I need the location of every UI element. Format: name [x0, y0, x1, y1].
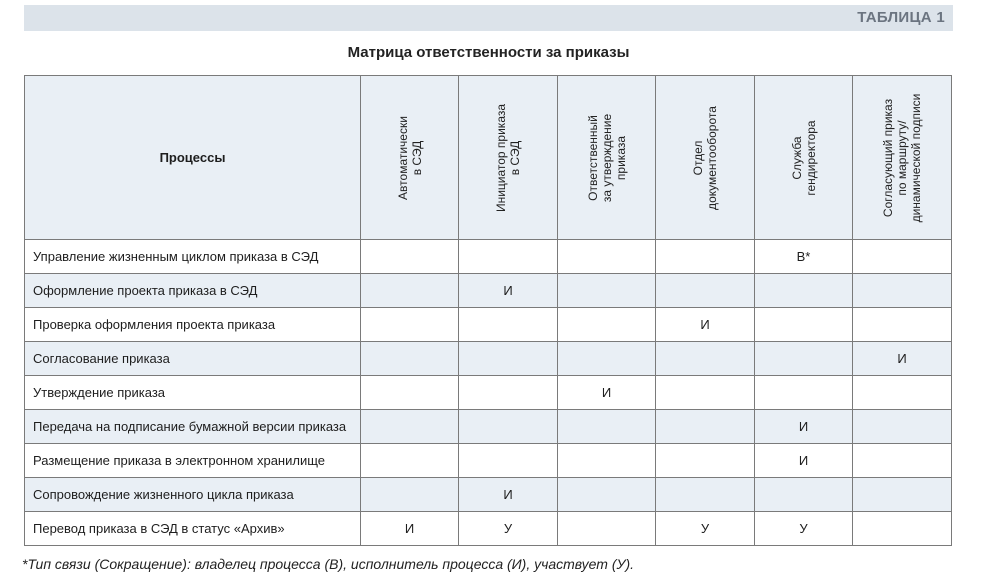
process-name: Утверждение приказа [25, 376, 361, 410]
matrix-cell [755, 342, 853, 376]
matrix-cell [755, 308, 853, 342]
matrix-cell [656, 376, 755, 410]
matrix-cell [361, 342, 459, 376]
matrix-cell [656, 240, 755, 274]
matrix-cell [755, 274, 853, 308]
matrix-cell [459, 308, 558, 342]
process-name: Проверка оформления проекта приказа [25, 308, 361, 342]
column-header-ceo-service: Служба гендиректора [755, 76, 853, 240]
matrix-cell [558, 274, 656, 308]
header-bar [24, 5, 953, 31]
process-name: Сопровождение жизненного цикла приказа [25, 478, 361, 512]
matrix-cell [755, 376, 853, 410]
matrix-cell [656, 274, 755, 308]
matrix-cell [656, 444, 755, 478]
matrix-cell [656, 342, 755, 376]
matrix-cell: И [656, 308, 755, 342]
header-row [25, 76, 952, 240]
matrix-cell [558, 342, 656, 376]
matrix-cell [853, 274, 952, 308]
matrix-cell: В* [755, 240, 853, 274]
table-row [25, 308, 952, 342]
matrix-cell [459, 342, 558, 376]
matrix-cell: И [558, 376, 656, 410]
matrix-cell [558, 410, 656, 444]
table-row [25, 376, 952, 410]
matrix-cell [853, 512, 952, 546]
footnote: *Тип связи (Сокращение): владелец процесса (В), исполнитель процесса (И), участвует (У). [22, 556, 634, 572]
table-row [25, 274, 952, 308]
table-row [25, 444, 952, 478]
table-number-label: ТАБЛИЦА 1 [857, 9, 945, 26]
matrix-cell [558, 308, 656, 342]
matrix-cell [853, 308, 952, 342]
column-header-auto: Автоматически в СЭД [361, 76, 459, 240]
matrix-cell [853, 478, 952, 512]
column-header-docflow-dept: Отдел документооборота [656, 76, 755, 240]
matrix-cell [361, 410, 459, 444]
matrix-cell [558, 512, 656, 546]
column-header-approver: Ответственный за утверждение приказа [558, 76, 656, 240]
process-name: Согласование приказа [25, 342, 361, 376]
matrix-cell [361, 444, 459, 478]
matrix-cell [853, 410, 952, 444]
process-name: Размещение приказа в электронном хранилище [25, 444, 361, 478]
matrix-cell [361, 240, 459, 274]
process-name: Передача на подписание бумажной версии приказа [25, 410, 361, 444]
matrix-cell: И [459, 274, 558, 308]
matrix-cell [656, 478, 755, 512]
matrix-cell [459, 376, 558, 410]
process-column-header: Процессы [25, 76, 361, 240]
table-row [25, 410, 952, 444]
table-row [25, 478, 952, 512]
matrix-cell: И [755, 410, 853, 444]
matrix-cell [853, 376, 952, 410]
matrix-cell [755, 478, 853, 512]
matrix-cell [361, 274, 459, 308]
matrix-cell [853, 240, 952, 274]
matrix-cell [656, 410, 755, 444]
matrix-cell [361, 478, 459, 512]
matrix-cell [558, 444, 656, 478]
matrix-cell: У [755, 512, 853, 546]
matrix-cell: У [459, 512, 558, 546]
process-name: Оформление проекта приказа в СЭД [25, 274, 361, 308]
matrix-cell [361, 308, 459, 342]
matrix-cell: И [361, 512, 459, 546]
matrix-cell [853, 444, 952, 478]
table-row [25, 240, 952, 274]
responsibility-matrix [24, 75, 952, 546]
column-header-initiator: Инициатор приказа в СЭД [459, 76, 558, 240]
column-header-coordinator: Согласующий приказ по маршруту/ динамической подписи [853, 76, 952, 240]
table-row [25, 512, 952, 546]
matrix-cell [558, 240, 656, 274]
matrix-cell [459, 410, 558, 444]
matrix-cell [558, 478, 656, 512]
matrix-cell: У [656, 512, 755, 546]
process-name: Перевод приказа в СЭД в статус «Архив» [25, 512, 361, 546]
table-title: Матрица ответственности за приказы [347, 44, 630, 61]
matrix-cell [361, 376, 459, 410]
matrix-cell: И [853, 342, 952, 376]
matrix-cell [459, 240, 558, 274]
table-row [25, 342, 952, 376]
matrix-cell: И [459, 478, 558, 512]
process-name: Управление жизненным циклом приказа в СЭД [25, 240, 361, 274]
matrix-cell: И [755, 444, 853, 478]
matrix-cell [459, 444, 558, 478]
